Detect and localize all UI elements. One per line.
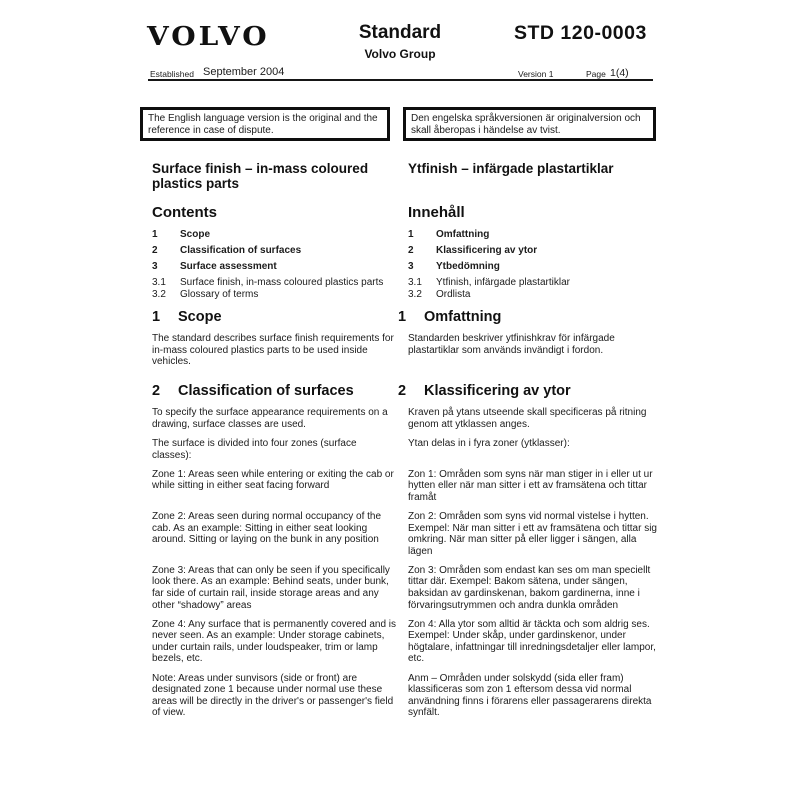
section1-heading-row <box>152 301 660 333</box>
zone1-sv: Zon 1: Områden som syns när man stiger in i eller ut ur hytten eller när man sitter i ett av framsätena och tittar framåt <box>408 468 653 503</box>
section2-intro1-row <box>152 407 660 438</box>
note-sv: Anm – Områden under solskydd (sida eller fram) klassificeras som zon 1 eftersom dessa vid normal användning finns i förarens eller passagerarens direkta synfält. <box>408 672 652 719</box>
notice-box-swedish: Den engelska språkversionen är originalversion och skall åberopas i händelse av tvist. <box>403 107 656 141</box>
established-label: Established <box>150 69 194 79</box>
toc-item: 3 Ytbedömning <box>408 261 500 272</box>
toc-item: 2 Classification of surfaces <box>152 245 302 256</box>
toc-item: 3.1 Surface finish, in-mass coloured plastics parts <box>152 277 384 288</box>
toc-item: 1 Omfattning <box>408 229 490 240</box>
note-row <box>152 673 660 727</box>
contents-row <box>152 204 660 301</box>
title-row <box>152 162 660 204</box>
zone2-en: Zone 2: Areas seen during normal occupancy of the cab. As an example: Sitting in either seat looking around. Sitting or laying on the bunk in any position <box>152 510 382 546</box>
zone3-sv: Zon 3: Områden som endast kan ses om man speciellt tittar där. Exempel: Bakom sätena, under sängen, baksidan av gardinskenan, bakom gardinerna, inne i förvaringsutrymmen och andra dunkla områden <box>408 564 651 611</box>
title-en: Surface finish – in-mass coloured plastics parts <box>152 161 369 191</box>
title-sv: Ytfinish – infärgade plastartiklar <box>408 161 614 176</box>
zone2-sv: Zon 2: Områden som syns vid normal vistelse i hytten. Exempel: När man sitter i ett av framsätena och tittar sig omkring. När man sitter på eller ligger i sängen, alla lägen <box>408 510 657 557</box>
toc-item: 1 Scope <box>152 229 211 240</box>
section2-heading-en: 2 Classification of surfaces <box>152 383 354 400</box>
section1-heading-en: 1 Scope <box>152 309 222 325</box>
established-date: September 2004 <box>203 66 285 78</box>
document-body <box>152 162 660 726</box>
org-name: Volvo Group <box>364 47 436 61</box>
zone4-sv: Zon 4: Alla ytor som alltid är täckta och som aldrig ses. Exempel: Under skåp, under gardinskenor, under högtalare, infattningar till inredningsdetaljer eller lampor, etc. <box>408 618 656 665</box>
zone3-row <box>152 565 660 619</box>
zone4-en: Zone 4: Any surface that is permanently covered and is never seen. As an example: Under storage cabinets, under curtain rails, under loudspeaker, trim or lamp bezels, etc. <box>152 618 397 665</box>
note-en: Note: Areas under sunvisors (side or front) are designated zone 1 because under normal use these areas will be directly in the driver's or passenger's field of view. <box>152 672 394 719</box>
toc-item: 3.1 Ytfinish, infärgade plastartiklar <box>408 277 570 288</box>
section2-heading-sv: 2 Klassificering av ytor <box>398 383 571 400</box>
header-divider <box>148 79 653 81</box>
scope-paragraph-sv: Standarden beskriver ytfinishkrav för infärgade plastartiklar som används invändigt i fordon. <box>408 333 615 356</box>
section2-heading-row <box>152 375 660 407</box>
zone1-en: Zone 1: Areas seen while entering or exiting the cab or while sitting in either seat facing forward <box>152 468 394 492</box>
zone3-en: Zone 3: Areas that can only be seen if you specifically look there. As an example: Behind seats, under bunk, far side of curtain rail, inside storage areas and any other “shadowy” areas <box>152 564 390 611</box>
doc-number: STD 120-0003 <box>514 22 647 44</box>
section2-intro2-row <box>152 438 660 469</box>
toc-item: 2 Klassificering av ytor <box>408 245 538 256</box>
version-label: Version 1 <box>518 69 554 79</box>
notice-box-english: The English language version is the original and the reference in case of dispute. <box>140 107 390 141</box>
contents-heading-sv: Innehåll <box>408 204 465 221</box>
zone4-row <box>152 619 660 673</box>
volvo-logo: VOLVO <box>147 21 270 52</box>
section1-heading-sv: 1 Omfattning <box>398 309 502 325</box>
intro1-sv: Kraven på ytans utseende skall specificeras på ritning genom att ytklassen anges. <box>408 407 647 430</box>
contents-sv <box>408 204 658 301</box>
header-center <box>300 22 500 61</box>
section1-body-row <box>152 333 660 375</box>
intro2-en: The surface is divided into four zones (surface classes): <box>152 437 357 461</box>
doc-type-title: Standard <box>358 22 442 43</box>
page-number: 1(4) <box>610 66 629 79</box>
scope-paragraph-en: The standard describes surface finish requirements for in-mass coloured plastics parts to be used inside vehicles. <box>152 333 394 368</box>
zone1-row <box>152 469 660 511</box>
toc-item: 3.2 Glossary of terms <box>152 289 259 300</box>
contents-heading-en: Contents <box>152 204 217 221</box>
page-label: Page <box>586 69 606 79</box>
toc-item: 3.2 Ordlista <box>408 289 471 300</box>
intro1-en: To specify the surface appearance requirements on a drawing, surface classes are used. <box>152 407 388 430</box>
contents-en <box>152 204 398 301</box>
intro2-sv: Ytan delas in i fyra zoner (ytklasser): <box>408 437 570 449</box>
toc-item: 3 Surface assessment <box>152 261 277 272</box>
zone2-row <box>152 511 660 565</box>
